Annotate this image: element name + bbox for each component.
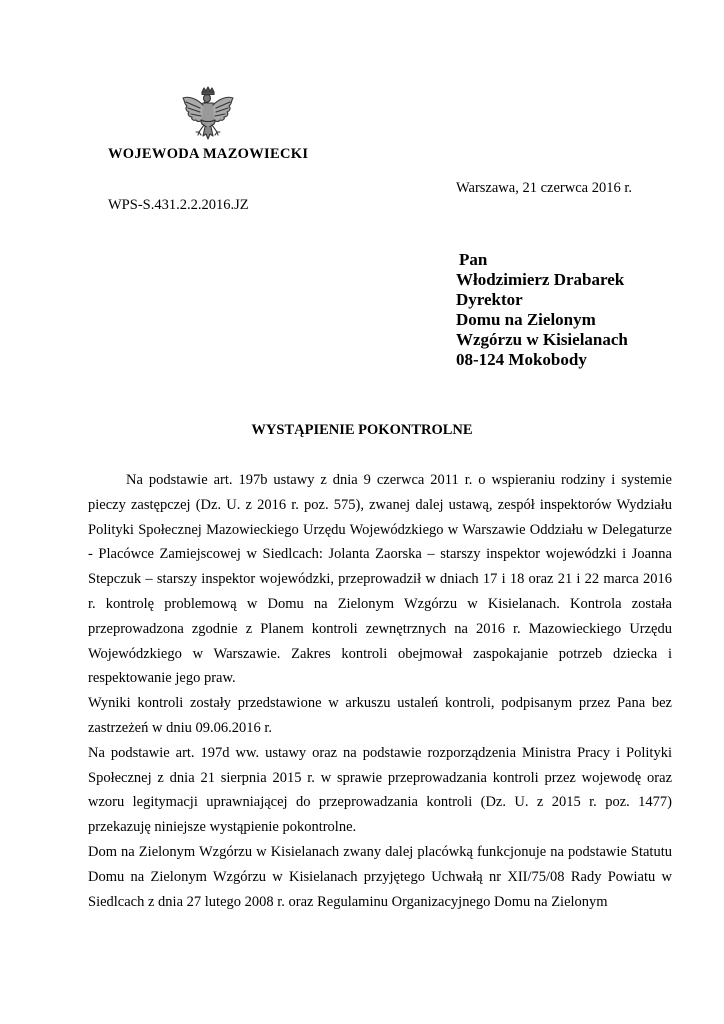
addressee-salutation: Pan bbox=[459, 250, 488, 269]
addressee-name: Włodzimierz Drabarek bbox=[456, 270, 625, 289]
body-paragraph: Dom na Zielonym Wzgórzu w Kisielanach zwany dalej placówką funkcjonuje na podstawie Statutu Domu na Zielonym Wzgórzu w Kisielanach przyjętego Uchwałą nr XII/75/08 Rady Powiatu w Siedlcach z dnia 27 lutego 2008 r. oraz Regulaminu Organizacyjnego Domu na Zielonym bbox=[88, 843, 672, 910]
addressee-institution-line-2: Wzgórzu w Kisielanach bbox=[456, 330, 628, 349]
polish-eagle-emblem-icon bbox=[181, 86, 235, 144]
body-paragraph: Wyniki kontroli zostały przedstawione w arkuszu ustaleń kontroli, podpisanym przez Pana bez zastrzeżeń w dniu 09.06.2016 r. bbox=[88, 695, 672, 736]
addressee-institution-line-1: Domu na Zielonym bbox=[456, 310, 596, 329]
body-paragraph: Na podstawie art. 197d ww. ustawy oraz na podstawie rozporządzenia Ministra Pracy i Polityki Społecznej z dnia 21 sierpnia 2015 r. w sprawie przeprowadzania kontroli przez wojewodę oraz wzoru legitymacji uprawniającej do przeprowadzania kontroli (Dz. U. z 2015 r. poz. 1477) przekazuję niniejsze wystąpienie pokontrolne. bbox=[88, 744, 672, 836]
document-title: WYSTĄPIENIE POKONTROLNE bbox=[251, 422, 473, 438]
issuing-office-title: WOJEWODA MAZOWIECKI bbox=[108, 146, 309, 162]
addressee-position: Dyrektor bbox=[456, 290, 523, 309]
body-paragraph: Na podstawie art. 197b ustawy z dnia 9 czerwca 2011 r. o wspieraniu rodziny i systemie pieczy zastępczej (Dz. U. z 2016 r. poz. 575), zwanej dalej ustawą, zespół inspektorów Wydziału Polityki Społecznej Mazowieckiego Urzędu Wojewódzkiego w Warszawie Oddziału w Delegaturze - Placówce Zamiejscowej w Siedlcach: Jolanta Zaorska – starszy inspektor wojewódzki i Joanna Stepczuk – starszy inspektor wojewódzki, przeprowadził w dniach 17 i 18 oraz 21 i 22 marca 2016 r. kontrolę problemową w Domu na Zielonym Wzgórzu w Kisielanach. Kontrola została przeprowadzona zgodnie z Planem kontroli zewnętrznych na 2016 r. Mazowieckiego Urzędu Wojewódzkiego w Warszawie. Zakres kontroli obejmował zaspokajanie potrzeb dziecka i respektowanie jego praw. bbox=[88, 472, 672, 687]
addressee-postal-address: 08-124 Mokobody bbox=[456, 350, 587, 369]
reference-number: WPS-S.431.2.2.2016.JZ bbox=[108, 197, 249, 213]
document-body bbox=[88, 468, 672, 914]
addressee-block bbox=[456, 250, 628, 370]
document-date: Warszawa, 21 czerwca 2016 r. bbox=[456, 180, 632, 196]
